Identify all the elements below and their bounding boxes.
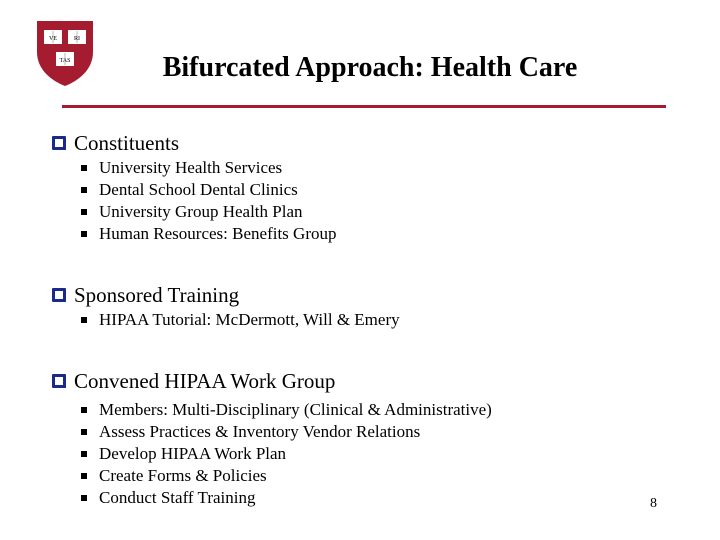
square-bullet-icon <box>81 209 87 215</box>
slide-title: Bifurcated Approach: Health Care <box>162 52 578 83</box>
training-list <box>81 309 400 331</box>
work-group-list <box>81 399 492 509</box>
square-bullet-icon <box>81 187 87 193</box>
list-item: Develop HIPAA Work Plan <box>81 443 492 465</box>
square-bullet-icon <box>81 451 87 457</box>
list-item: Dental School Dental Clinics <box>81 179 336 201</box>
square-bullet-icon <box>81 231 87 237</box>
square-bullet-icon <box>81 407 87 413</box>
square-bullet-icon <box>81 165 87 171</box>
list-item: HIPAA Tutorial: McDermott, Will & Emery <box>81 309 400 331</box>
list-item: University Group Health Plan <box>81 201 336 223</box>
checkbox-bullet-icon <box>52 374 66 388</box>
constituents-list <box>81 157 336 245</box>
page-number: 8 <box>650 496 657 511</box>
square-bullet-icon <box>81 473 87 479</box>
list-item: Assess Practices & Inventory Vendor Relations <box>81 421 492 443</box>
list-item: Conduct Staff Training <box>81 487 492 509</box>
list-item: Human Resources: Benefits Group <box>81 223 336 245</box>
list-item: University Health Services <box>81 157 336 179</box>
list-item: Members: Multi-Disciplinary (Clinical & Administrative) <box>81 399 492 421</box>
shield-text-ve: VE <box>49 36 57 42</box>
square-bullet-icon <box>81 317 87 323</box>
square-bullet-icon <box>81 495 87 501</box>
section-heading: Sponsored Training <box>74 282 240 307</box>
square-bullet-icon <box>81 429 87 435</box>
section-sponsored-training <box>52 282 239 308</box>
harvard-shield-logo <box>34 18 96 88</box>
section-heading: Convened HIPAA Work Group <box>74 368 336 393</box>
section-work-group <box>52 368 335 394</box>
section-constituents <box>52 130 179 156</box>
list-item: Create Forms & Policies <box>81 465 492 487</box>
shield-text-ri: RI <box>74 36 80 42</box>
checkbox-bullet-icon <box>52 136 66 150</box>
shield-text-tas: TAS <box>59 58 71 64</box>
title-divider <box>62 105 666 108</box>
checkbox-bullet-icon <box>52 288 66 302</box>
section-heading: Constituents <box>74 130 180 155</box>
